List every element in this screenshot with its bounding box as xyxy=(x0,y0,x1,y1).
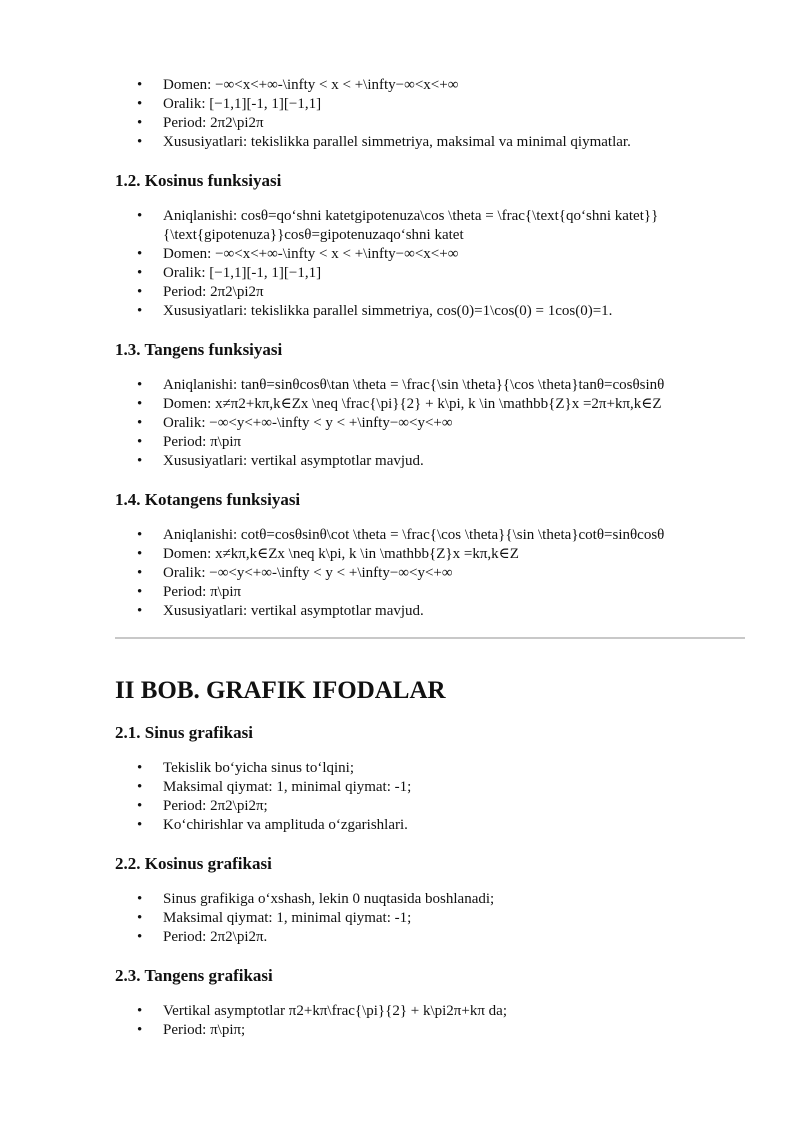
bullet-icon: • xyxy=(137,584,143,600)
cosine-properties-list xyxy=(115,207,745,321)
list-item xyxy=(115,583,745,602)
list-item-text: Period: π\piπ; xyxy=(163,1022,246,1038)
bullet-icon: • xyxy=(137,891,143,907)
bullet-icon: • xyxy=(137,1022,143,1038)
list-item-text: Aniqlanishi: cotθ=cosθsinθ\cot \theta = \frac{\cos \theta}{\sin \theta}cotθ=sinθcosθ xyxy=(163,527,665,543)
list-item xyxy=(115,909,745,928)
bullet-icon: • xyxy=(137,1003,143,1019)
bullet-icon: • xyxy=(137,134,143,150)
list-item xyxy=(115,95,745,114)
bullet-icon: • xyxy=(137,377,143,393)
list-item xyxy=(115,283,745,302)
bullet-icon: • xyxy=(137,96,143,112)
list-item-text: Sinus grafikiga oʻxshash, lekin 0 nuqtasida boshlanadi; xyxy=(163,891,495,907)
list-item-text: Aniqlanishi: cosθ=qoʻshni katetgipotenuza\cos \theta = \frac{\text{qoʻshni katet}}{\text{gipotenuza}}cosθ=gipotenuzaqoʻshni katet xyxy=(163,208,659,243)
bullet-icon: • xyxy=(137,929,143,945)
bullet-icon: • xyxy=(137,396,143,412)
list-item xyxy=(115,816,745,835)
list-item xyxy=(115,452,745,471)
list-item xyxy=(115,928,745,947)
list-item xyxy=(115,759,745,778)
list-item-text: Domen: x≠π2+kπ,k∈Zx \neq \frac{\pi}{2} + k\pi, k \in \mathbb{Z}x =2π+kπ,k∈Z xyxy=(163,396,662,412)
chapter-title: II BOB. GRAFIK IFODALAR xyxy=(115,677,446,704)
list-item-text: Period: 2π2\pi2π; xyxy=(163,798,268,814)
bullet-icon: • xyxy=(137,246,143,262)
bullet-icon: • xyxy=(137,603,143,619)
list-item xyxy=(115,564,745,583)
bullet-icon: • xyxy=(137,284,143,300)
list-item-text: Tekislik boʻyicha sinus toʻlqini; xyxy=(163,760,355,776)
list-item-text: Koʻchirishlar va amplituda oʻzgarishlari. xyxy=(163,817,408,833)
list-item-text: Period: π\piπ xyxy=(163,434,242,450)
bullet-icon: • xyxy=(137,208,143,224)
list-item-text: Period: π\piπ xyxy=(163,584,242,600)
list-item xyxy=(115,302,745,321)
bullet-icon: • xyxy=(137,303,143,319)
list-item xyxy=(115,207,745,245)
bullet-icon: • xyxy=(137,760,143,776)
bullet-icon: • xyxy=(137,817,143,833)
bullet-icon: • xyxy=(137,265,143,281)
list-item-text: Oralik: [−1,1][-1, 1][−1,1] xyxy=(163,96,322,112)
list-item-text: Oralik: −∞<y<+∞-\infty < y < +\infty−∞<y<+∞ xyxy=(163,565,453,581)
list-item-text: Xususiyatlari: vertikal asymptotlar mavjud. xyxy=(163,603,424,619)
list-item xyxy=(115,526,745,545)
bullet-icon: • xyxy=(137,77,143,93)
section-title-sinus-grafikasi: 2.1. Sinus grafikasi xyxy=(115,723,253,742)
list-item-text: Aniqlanishi: tanθ=sinθcosθ\tan \theta = \frac{\sin \theta}{\cos \theta}tanθ=cosθsinθ xyxy=(163,377,665,393)
list-item-text: Period: 2π2\pi2π xyxy=(163,284,264,300)
list-item-text: Xususiyatlari: tekislikka parallel simmetriya, maksimal va minimal qiymatlar. xyxy=(163,134,631,150)
list-item-text: Vertikal asymptotlar π2+kπ\frac{\pi}{2} + k\pi2π+kπ da; xyxy=(163,1003,507,1019)
bullet-icon: • xyxy=(137,415,143,431)
list-item xyxy=(115,545,745,564)
list-item xyxy=(115,602,745,621)
list-item-text: Period: 2π2\pi2π. xyxy=(163,929,268,945)
section-title-kosinus-grafikasi: 2.2. Kosinus grafikasi xyxy=(115,854,272,873)
list-item-text: Maksimal qiymat: 1, minimal qiymat: -1; xyxy=(163,910,412,926)
sine-graph-list xyxy=(115,759,745,835)
list-item-text: Domen: −∞<x<+∞-\infty < x < +\infty−∞<x<+∞ xyxy=(163,246,459,262)
sine-properties-list xyxy=(115,76,745,152)
list-item xyxy=(115,778,745,797)
list-item-text: Oralik: [−1,1][-1, 1][−1,1] xyxy=(163,265,322,281)
list-item-text: Domen: −∞<x<+∞-\infty < x < +\infty−∞<x<+∞ xyxy=(163,77,459,93)
list-item xyxy=(115,1021,745,1040)
list-item-text: Period: 2π2\pi2π xyxy=(163,115,264,131)
section-title-tangens-grafikasi: 2.3. Tangens grafikasi xyxy=(115,966,273,985)
bullet-icon: • xyxy=(137,115,143,131)
list-item-text: Xususiyatlari: vertikal asymptotlar mavjud. xyxy=(163,453,424,469)
tangent-properties-list xyxy=(115,376,745,471)
list-item xyxy=(115,133,745,152)
section-title-kosinus-funksiyasi: 1.2. Kosinus funksiyasi xyxy=(115,171,282,190)
list-item xyxy=(115,114,745,133)
bullet-icon: • xyxy=(137,434,143,450)
list-item xyxy=(115,264,745,283)
cosine-graph-list xyxy=(115,890,745,947)
document-page xyxy=(115,76,745,1040)
bullet-icon: • xyxy=(137,527,143,543)
bullet-icon: • xyxy=(137,546,143,562)
bullet-icon: • xyxy=(137,779,143,795)
list-item xyxy=(115,376,745,395)
section-divider xyxy=(115,637,745,639)
bullet-icon: • xyxy=(137,910,143,926)
list-item xyxy=(115,414,745,433)
bullet-icon: • xyxy=(137,798,143,814)
cotangent-properties-list xyxy=(115,526,745,621)
bullet-icon: • xyxy=(137,565,143,581)
section-title-kotangens-funksiyasi: 1.4. Kotangens funksiyasi xyxy=(115,490,301,509)
list-item-text: Oralik: −∞<y<+∞-\infty < y < +\infty−∞<y<+∞ xyxy=(163,415,453,431)
list-item xyxy=(115,395,745,414)
list-item xyxy=(115,890,745,909)
list-item xyxy=(115,76,745,95)
list-item-text: Domen: x≠kπ,k∈Zx \neq k\pi, k \in \mathbb{Z}x =kπ,k∈Z xyxy=(163,546,519,562)
list-item xyxy=(115,433,745,452)
tangent-graph-list xyxy=(115,1002,745,1040)
list-item-text: Xususiyatlari: tekislikka parallel simmetriya, cos(0)=1\cos(0) = 1cos(0)=1. xyxy=(163,303,613,319)
list-item xyxy=(115,1002,745,1021)
section-title-tangens-funksiyasi: 1.3. Tangens funksiyasi xyxy=(115,340,283,359)
list-item xyxy=(115,245,745,264)
bullet-icon: • xyxy=(137,453,143,469)
list-item xyxy=(115,797,745,816)
list-item-text: Maksimal qiymat: 1, minimal qiymat: -1; xyxy=(163,779,412,795)
